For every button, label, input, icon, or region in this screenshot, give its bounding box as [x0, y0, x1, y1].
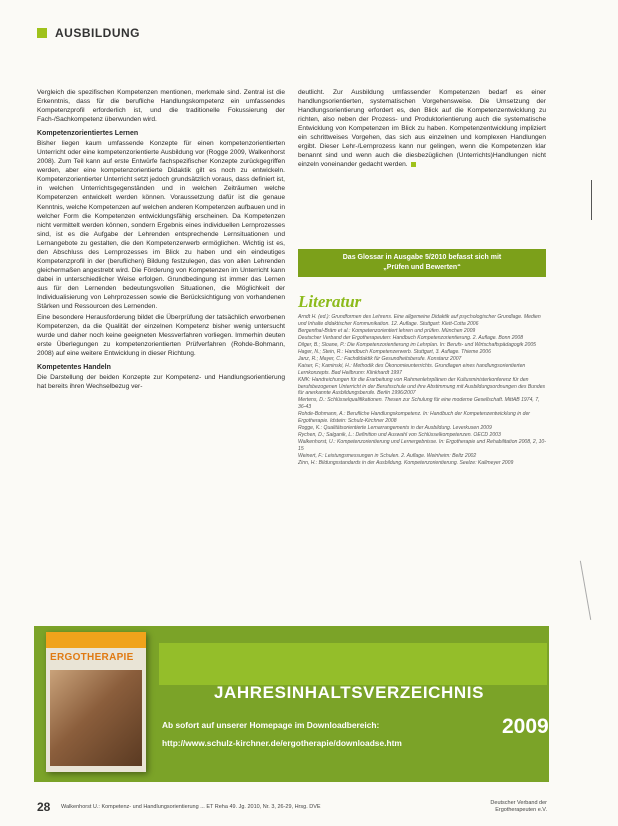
- magazine-cover-image: [46, 632, 146, 772]
- footer-org-line-1: Deutscher Verband der: [490, 800, 547, 806]
- banner-download-link[interactable]: http://www.schulz-kirchner.de/ergotherapie/downloadse.htm: [162, 738, 402, 748]
- literatur-entry: Kaiser, F.; Kaminski, H.: Methodik des Ökonomieunterrichts. Grundlagen eines handlungsorientierten Lernkonzepts. Bad Heilbrunn: Klinkhardt 1997: [298, 363, 526, 376]
- literatur-entry: Rohde-Bohmann, A.: Berufliche Handlungskompetenz. In: Handbuch der Kompetenzentwicklung in der Ergotherapie. Idstein: Schulz-Kirchner 2008: [298, 411, 530, 424]
- left-text-column: [37, 88, 285, 393]
- literatur-entry: Hager, N.; Stein, R.: Handbuch Kompetenzerwerb. Stuttgart, 3. Auflage. Thieme 2006: [298, 349, 491, 356]
- glossar-line-1: Das Glossar in Ausgabe 5/2010 befasst sich mit: [342, 254, 502, 261]
- magazine-title: ERGOTHERAPIE: [50, 652, 134, 663]
- subheading: Kompetenzorientiertes Lernen: [37, 130, 139, 138]
- literatur-entry: KMK: Handreichungen für die Erarbeitung von Rahmenlehrplänen der Kultusministerkonferenz für den berufsbezogenen Unterricht in der Berufsschule und ihre Abstimmung mit Ausbildungsordnungen des Bundes für anerkannte Ausbildungsberufe. Berlin 1996/2007: [298, 377, 546, 397]
- paragraph: deutlicht. Zur Ausbildung umfassender Kompetenzen bedarf es einer handlungsorientierten, systematischen Vorgehensweise. Die Umsetzung der Handlungsorientierung erfordert es, den Blick auf die Kompetenzentwicklung zu richten, also neben der Prozess- und Produktorientierung auch die systematische Entwicklung von Kompetenzen im Blick zu haben. Kompetenzentwicklung impliziert ein schrittweises Vorgehen, das sich aus einzelnen und komplexen Handlungen ergibt. Dieser Lehr-/Lernprozess kann nur gelingen, wenn die Kompetenzen klar benannt sind und wenn auch die diesbezüglichen (Unterrichts)Handlungen nicht einzeln voneinander gedacht werden.: [298, 89, 546, 169]
- section-title: AUSBILDUNG: [55, 26, 140, 40]
- literatur-entry: Deutscher Verband der Ergotherapeuten: Handbuch Kompetenzorientierung. 2. Auflage. Bonn 2008: [298, 334, 524, 341]
- promo-banner[interactable]: [34, 626, 549, 782]
- literatur-entry: Walkenhorst, U.: Kompetenzorientierung und Lernergebnisse. In: Ergotherapie und Rehabilitation 2008, 2, 10-15: [298, 438, 546, 452]
- footer-org-line-2: Ergotherapeuten e.V.: [495, 807, 547, 813]
- banner-year: 2009: [502, 715, 549, 738]
- paragraph: Die Darstellung der beiden Konzepte zur Kompetenz- und Handlungsorientierung hat bereits ihren Wechselbezug ver-: [37, 374, 285, 391]
- footer-citation: Walkenhorst U.: Kompetenz- und Handlungsorientierung ... ET Reha 49. Jg. 2010, Nr. 3, 26-29, Hrsg. DVE: [61, 804, 321, 810]
- banner-highlight: [159, 643, 547, 685]
- footer-organization: [467, 800, 547, 814]
- literatur-entry: Rychen, D.; Salganik, L.: Definition und Auswahl von Schlüsselkompetenzen. OECD 2003: [298, 431, 501, 438]
- margin-pen-mark: [591, 180, 596, 220]
- section-header: [37, 26, 140, 40]
- literatur-entry: Janz, R.; Mayer, C.: Fachdidaktik für Gesundheitsberufe. Konstanz 2007: [298, 356, 462, 363]
- literatur-entry: Zinn, H.: Bildungsstandards in der Ausbildung. Kompetenzorientierung. Seelze: Kallmeyer 2009: [298, 459, 514, 466]
- literatur-entry: Bergenthal-Bräm et al.: Kompetenzorientiert lehren und prüfen. München 2009: [298, 327, 476, 334]
- subheading: Kompetentes Handeln: [37, 364, 111, 372]
- literatur-entry: Weinert, F.: Leistungsmessungen in Schulen. 2. Auflage. Weinheim: Beltz 2002: [298, 452, 477, 459]
- margin-pen-mark: [580, 560, 595, 620]
- literatur-list: [298, 314, 546, 467]
- page-number: 28: [37, 800, 51, 814]
- paragraph: Vergleich die spezifischen Kompetenzen mentionen, merkmale sind. Zentral ist die Erkenntnis, dass für die berufliche Handlungskompetenz ein umfassendes Kompetenzprofil erforderlich ist, und die traditionelle Fokussierung der Fach-/Sachkompetenz überwunden wird.: [37, 89, 285, 124]
- literatur-entry: Arndt H. (ed.): Grundformen des Lehrens. Eine allgemeine Didaktik auf psychologischer Grundlage. Medien und Inhalte didaktischer Kommunikation. 12. Auflage. Stuttgart: Klett-Cotta 2006: [298, 314, 541, 327]
- section-marker-icon: [37, 28, 47, 38]
- literatur-entry: Rogge, K.: Qualitätsorientierte Lernarrangements in der Ausbildung. Leverkusen 2009: [298, 424, 492, 431]
- glossar-line-2: „Prüfen und Bewerten“: [383, 264, 461, 271]
- literatur-heading: Literatur: [298, 292, 362, 311]
- paragraph: Eine besondere Herausforderung bildet die Überprüfung der tatsächlich erworbenen Kompetenzen, da die Qualität der einzelnen Kompetenz bisher wenig untersucht wurde und daher noch keine geeigneten Messverfahren vorliegen. Immerhin deuten erste Überlegungen zu kompetenzorientierten Prüfverfahren (Rohde-Bohmann, 2008) auf eine weitere Entwicklung in dieser Richtung.: [37, 314, 285, 358]
- literatur-entry: Mertens, D.: Schlüsselqualifikationen. Thesen zur Schulung für eine moderne Gesellschaft. MittAB 1974, 7, 36-43: [298, 397, 540, 410]
- magazine-cover-header: [46, 632, 146, 648]
- paragraph: Bisher liegen kaum umfassende Konzepte für einen kompetenzorientierten Unterricht oder eine kompetenzorientierte Ausbildung vor (Rogge 2009, Walkenhorst 2008). Zum Teil kann auf erste Entwürfe fachspezifischer Konzepte zurückgegriffen werden, aber eine kompetenzorientierte Didaktik gilt es noch zu entwickeln. Kompetenzorientierter Unterricht setzt jedoch grundsätzlich voraus, dass definiert ist, in welchen Unterrichtsgegenständen und in welchen Zeiträumen welche Kompetenzen entwickelt werden können. Voraussetzung dafür ist die genaue Kenntnis, welche Kompetenzen auf welchen anderen Kompetenzen aufbauen und in welcher Form die Kompetenzen entwicklungsfähig erscheinen. Da Kompetenzen nicht vermittelt werden können, sondern Ergebnis eines individuellen Lernprozesses sind, ist es die Aufgabe der Lehrenden entsprechende Lernsituationen und Lernangebote zu gestalten, die den Kompetenzerwerb ermöglichen. Wichtig ist es, den Abschluss des Lernprozesses im Blick zu haben und ein eindeutiges Kompetenzprofil in der (beruflichen) Bildung festzulegen, das von allen Lehrenden gleichermaßen angestrebt wird. Die Förderung von Kompetenzen im Unterricht kann dabei in unterschiedlicher Weise erfolgen. Grundbedingung ist immer das Lernen aus für den Lernenden bedeutungsvollen Situationen, die Möglichkeit der Individualisierung von Lehrprozessen sowie die Berücksichtigung von vorhandenen Stärken und Ressourcen des Lernenden.: [37, 140, 285, 311]
- banner-subline: Ab sofort auf unserer Homepage im Downloadbereich:: [162, 720, 380, 730]
- magazine-photo: [50, 670, 142, 766]
- end-of-article-icon: [411, 162, 416, 167]
- literatur-entry: Dilger, B.; Sloane, P.: Die Kompetenzorientierung im Lehrplan. In: Berufs- und Wirtschaftspädagogik 2005: [298, 341, 536, 348]
- right-text-column: [298, 88, 546, 171]
- glossar-notice: [298, 249, 546, 277]
- banner-heading: JAHRESINHALTSVERZEICHNIS: [214, 683, 485, 702]
